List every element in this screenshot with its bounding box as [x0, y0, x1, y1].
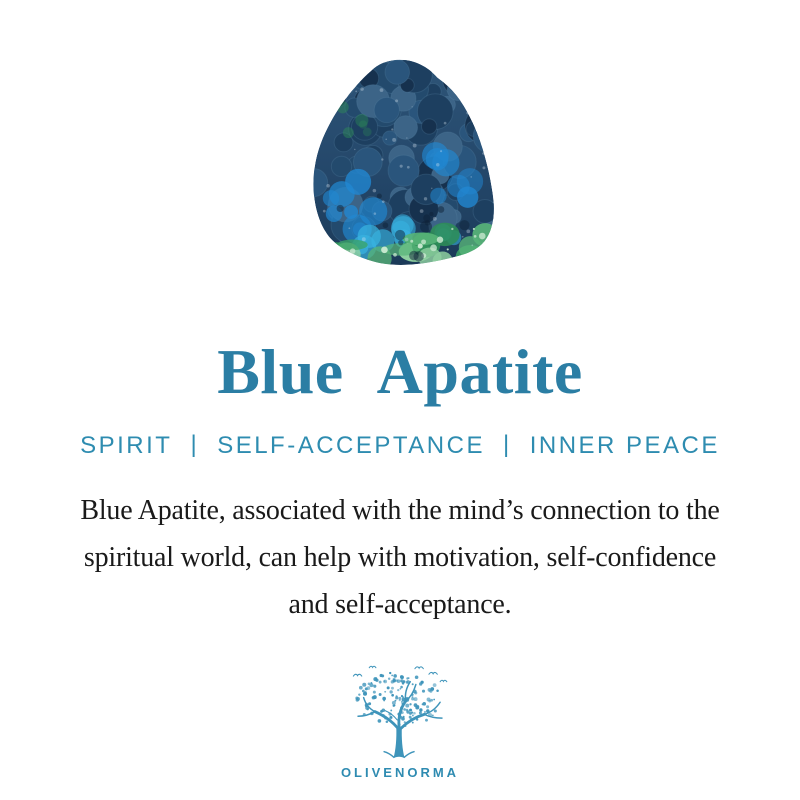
description-line: spiritual world, can help with motivation, self-confidence — [83, 542, 717, 573]
tagline-separator: | — [502, 431, 512, 458]
tagline-keyword-inner-peace: INNER PEACE — [529, 432, 720, 459]
tagline-keyword-self-acceptance: SELF-ACCEPTANCE — [217, 432, 485, 459]
tree-with-birds-icon — [344, 664, 456, 761]
tagline — [80, 431, 720, 461]
brand-name: OLIVENORMA — [340, 765, 460, 780]
description-line: and self-acceptance. — [288, 589, 512, 620]
blue-apatite-crystal-image — [280, 48, 520, 273]
crystal-photo — [280, 48, 520, 273]
brand-logo — [341, 664, 459, 780]
tagline-keyword-spirit: SPIRIT — [80, 432, 173, 459]
page-title: Blue Apatite — [217, 336, 583, 407]
description-line: Blue Apatite, associated with the mind’s connection to the — [80, 495, 720, 526]
description — [80, 487, 719, 628]
birds-icon — [353, 666, 446, 681]
tagline-separator: | — [190, 431, 200, 458]
